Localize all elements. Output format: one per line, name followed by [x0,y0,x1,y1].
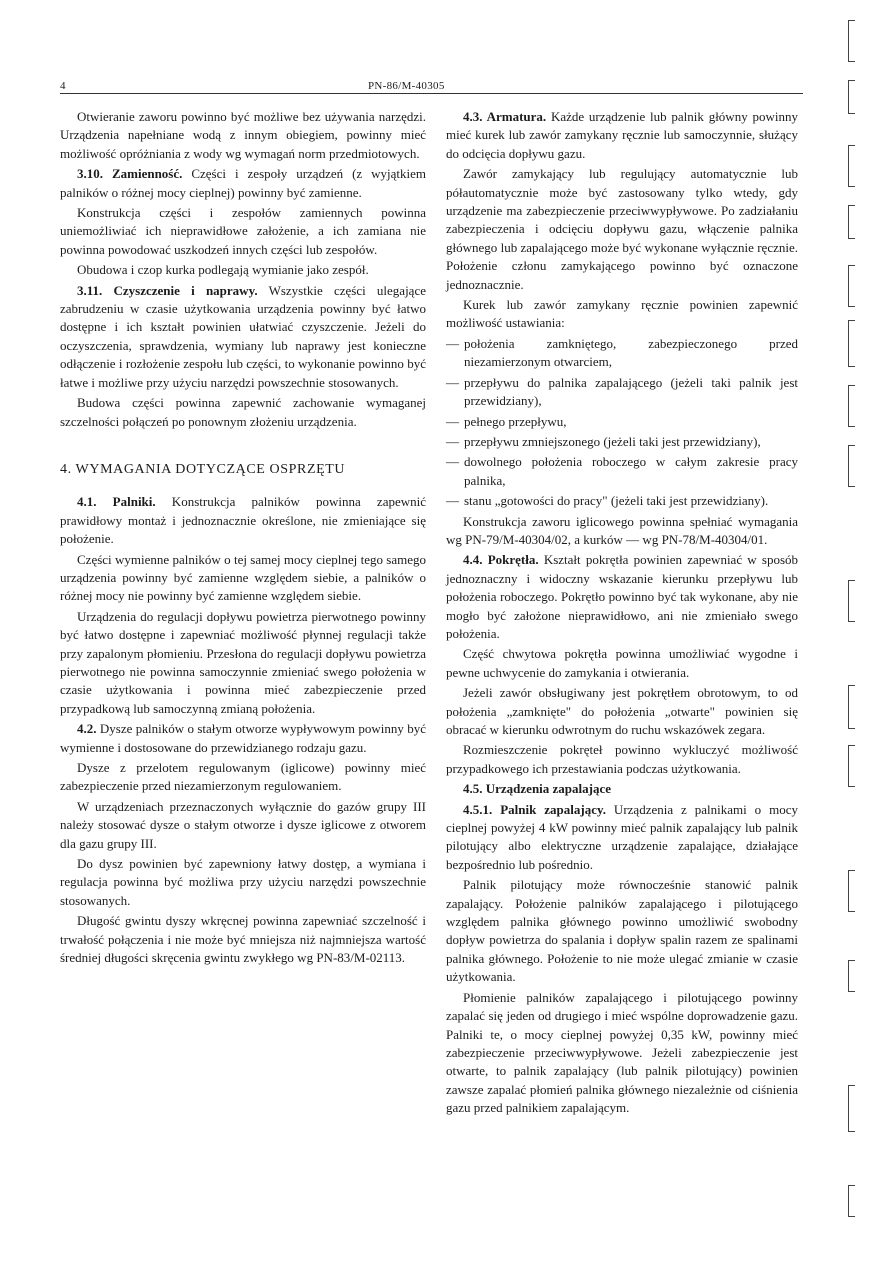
paragraph [446,108,798,163]
paragraph-text: W urządzeniach przeznaczonych wyłącznie do gazów grupy III należy stosować dysze o stałym otworze i dysze iglicowe z otworem dla gazu grupy III. [60,798,426,851]
list-dash: — [446,335,459,351]
paragraph [60,493,426,548]
paragraph [60,204,426,259]
list-item-text: przepływu do palnika zapalającego (jeżeli taki palnik jest przewidziany), [464,374,798,409]
list-item-text: przepływu zmniejszonego (jeżeli taki jest przewidziany), [464,433,761,449]
paragraph [60,912,426,967]
paragraph-text: Urządzenia do regulacji dopływu powietrza pierwotnego powinny być łatwo dostępne i zapewniać możliwość płynnej regulacji także przy zapalonym płomieniu. Przesłona do regulacji dopływu powietrza pierwotnego nie powinna samoczynnie zmieniać swego położenia w czasie użytkowania i powinna mieć zabezpieczenie przed przypadkową lub samoczynną zmianą położenia. [60,608,426,716]
paragraph [446,741,798,778]
clause-number: 4.5. [463,781,486,797]
right-column [446,108,798,1120]
section-heading: 4. WYMAGANIA DOTYCZĄCE OSPRZĘTU [60,461,346,477]
list-item [446,492,798,510]
paragraph-text: Otwieranie zaworu powinno być możliwe bez używania narzędzi. Urządzenia napełniane wodą z innym obiegiem, powinny mieć możliwość opróżniania z wody wg wymagań norm przedmiotowych. [60,109,426,161]
paragraph-text: Konstrukcja zaworu iglicowego powinna spełniać wymagania wg PN-79/M-40304/02, a kurków — wg PN-78/M-40304/01. [446,513,798,547]
clause-title: Urządzenia zapalające [485,781,612,797]
list-item-text: pełnego przepływu, [464,413,567,429]
header-rule [60,93,803,94]
clause-title: Pokrętła. [487,552,539,568]
list-dash: — [446,433,459,449]
list-item-text: położenia zamkniętego, zabezpieczonego przed niezamierzonym otwarciem, [464,335,798,370]
list-item [446,413,798,431]
paragraph [60,165,426,202]
clause-title: Czyszczenie i naprawy. [113,282,258,298]
paragraph [446,645,798,682]
paragraph [60,798,426,853]
paragraph-text: Dysze palników o stałym otworze wypływowym powinny być wymienne i dostosowane do przewidzianego rodzaju gazu. [60,721,427,755]
paragraph [60,855,426,910]
list-item [446,374,798,411]
paragraph [446,989,798,1118]
list-item-text: stanu „gotowości do pracy" (jeżeli taki jest przewidziany). [464,493,769,509]
list-dash: — [446,413,459,429]
standard-code: PN-86/M-40305 [368,80,445,92]
paragraph [446,876,798,986]
paragraph-text: Do dysz powinien być zapewniony łatwy dostęp, a wymiana i regulacja powinna być możliwa przy użyciu narzędzi powszechnie stosowanych. [60,856,426,908]
paragraph-text: Część chwytowa pokrętła powinna umożliwiać wygodne i pewne uchwycenie do zamykania i otwierania. [446,646,798,680]
paragraph [60,608,426,718]
paragraph-text: Urządzenia z palnikami o mocy cieplnej powyżej 4 kW powinny mieć palnik zapalający lub palnik pilotujący albo elektryczne urządzenie zapalające, działające bezpośrednio lub pośrednio. [446,801,798,872]
list-item-text: dowolnego położenia roboczego w całym zakresie pracy palnika, [464,454,798,488]
paragraph [60,261,426,279]
clause-title: Palniki. [112,494,156,510]
paragraph [60,394,426,431]
paragraph [446,801,798,875]
list-dash: — [446,493,459,509]
left-column [60,108,426,969]
paragraph-text: Części wymienne palników o tej samej mocy cieplnej tego samego urządzenia powinny być zamienne względem siebie, a palników o różnej mocy nie powinny być zamienne względem siebie. [60,551,426,604]
paragraph-text: Zawór zamykający lub regulujący automatycznie lub półautomatycznie może być zastosowany tylko wtedy, gdy urządzenie ma zabezpieczenie przeciwwypływowe. Po zadziałaniu zabezpieczenia i odcięciu dopływu gazu, włączenie palnika głównego lub zapalającego może być wykonane wyłącznie ręcznie. Położenie członu zamykającego powinno być oznaczone jednoznacznie. [446,166,798,292]
clause-title: Zamienność. [111,166,183,182]
paragraph-text: Części i zespoły urządzeń (z wyjątkiem palników o różnej mocy cieplnej) powinny być zamienne. [60,166,427,200]
clause-title: Palnik zapalający. [500,801,606,817]
paragraph [446,780,798,798]
paragraph [446,684,798,739]
paragraph [60,759,426,796]
paragraph-text: Każde urządzenie lub palnik główny powinny mieć kurek lub zawór zamykany ręcznie lub samoczynnie, służący do odcięcia dopływu gazu. [446,109,798,161]
paragraph-text: Konstrukcja palników powinna zapewnić prawidłowy montaż i jednoznacznie określone, nie zmieniające się położenie. [60,494,427,547]
scan-margin-marks [848,20,893,1260]
paragraph-text: Płomienie palników zapalającego i pilotującego powinny zapalać się jeden od drugiego i mieć wspólne doprowadzenie gazu. Palniki te, o mocy cieplnej powyżej 0,35 kW, powinny mieć zabezpieczenie przeciwwypływowe. Jeżeli zabezpieczenie jest otwarte, to palnik zapalający (lub palnik pilotujący) powinien zawsze zapalać płomień palnika głównego niezależnie od ciśnienia gazu przed palnikiem zapalającym. [446,989,798,1116]
clause-number: 4.4. [463,552,488,568]
clause-number: 4.1. [77,494,113,510]
list-dash: — [446,454,459,470]
clause-title: Armatura. [486,109,547,124]
list-item [446,453,798,490]
paragraph-text: Dysze z przelotem regulowanym (iglicowe) powinny mieć zabezpieczenie przed niezamierzonym regulowaniem. [60,760,426,794]
paragraph-text: Obudowa i czop kurka podlegają wymianie jako zespół. [77,262,369,278]
clause-number: 3.10. [77,166,112,182]
paragraph [60,282,426,392]
paragraph [446,165,798,294]
paragraph-text: Wszystkie części ulegające zabrudzeniu w czasie użytkowania urządzenia powinny być łatwo dostępne i ich kształt powinien ułatwiać czyszczenie. Jeżeli do oczyszczenia, sprawdzenia, wymiany lub naprawy jest konieczne odłączenie i rozłożenie zespołu lub części, to wykonanie powinno być łatwe i możliwe przy użyciu narzędzi powszechnie stosowanych. [60,282,426,390]
paragraph-text: Palnik pilotujący może równocześnie stanowić palnik zapalający. Położenie palników zapalającego i pilotującego względem palnika głównego powinno umożliwić swobodny dopływ powietrza do spalania i dopływ spalin razem ze spalinami palnika głównego. Położenie to nie może ulegać zmianie w czasie użytkowania. [446,877,798,985]
paragraph-text: Jeżeli zawór obsługiwany jest pokrętłem obrotowym, to od położenia „zamknięte" do położenia „otwarte" powinien się obracać w kierunku odwrotnym do ruchu wskazówek zegara. [446,685,798,737]
paragraph [446,551,798,643]
clause-number: 3.11. [77,282,114,298]
paragraph-text: Rozmieszczenie pokręteł powinno wykluczyć możliwość przypadkowego ich przestawiania podczas użytkowania. [446,742,798,776]
clause-number: 4.2. [77,721,100,737]
list-item [446,335,798,372]
paragraph [60,551,426,606]
paragraph [446,296,798,333]
paragraph-text: Długość gwintu dyszy wkręcnej powinna zapewniać szczelność i trwałość połączenia i nie może być mniejsza niż najmniejsza wartość średniej długości skręcenia gwintu zwykłego wg PN-83/M-02113. [60,913,426,966]
page-number: 4 [60,80,66,92]
paragraph-text: Konstrukcja części i zespołów zamiennych powinna uniemożliwiać ich nieprawidłowe założenie, a ich zamiana nie powinna powodować uszkodzeń innych części lub zespołów. [60,205,426,257]
clause-number: 4.3. [463,109,487,124]
paragraph [60,720,426,757]
paragraph-text: Kurek lub zawór zamykany ręcznie powinien zapewnić możliwość ustawiania: [446,297,798,331]
list-dash: — [446,374,459,390]
list-item [446,433,798,451]
paragraph-text: Kształt pokrętła powinien zapewniać w sposób jednoznaczny i widoczny wskazanie kierunku przepływu lub położenia roboczego. Pokrętło powinno być tak wykonane, aby nie mogło być założone nieprawidłowo, ani nie zmieniało swego położenia. [446,552,799,641]
paragraph-text: Budowa części powinna zapewnić zachowanie wymaganej szczelności połączeń po ponownym złożeniu urządzenia. [60,395,426,429]
paragraph [446,513,798,550]
clause-number: 4.5.1. [463,801,501,817]
paragraph [60,108,426,163]
